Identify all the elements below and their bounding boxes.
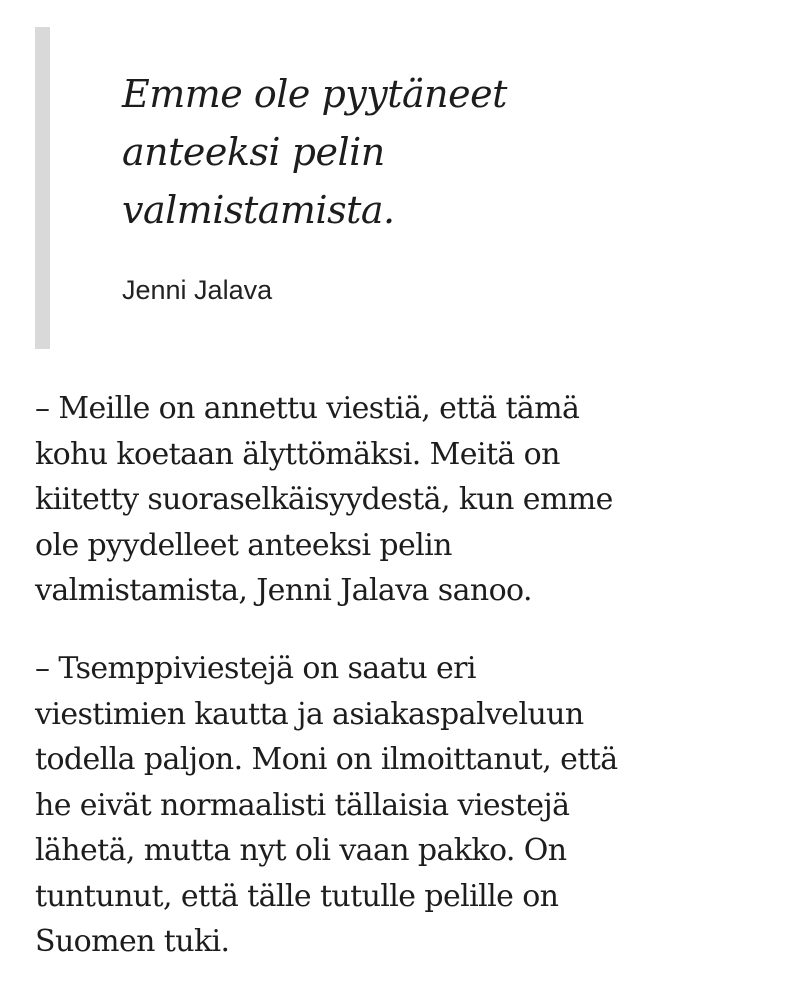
paragraph-line: – Tsemppiviestejä on saatu eri (35, 651, 476, 686)
quote-text (122, 65, 722, 239)
paragraph-line: he eivät normaalisti tällaisia viestejä (35, 787, 570, 823)
quote-line: anteeksi pelin (122, 130, 385, 174)
paragraph-line: kohu koetaan älyttömäksi. Meitä on (35, 436, 560, 472)
article-paragraph (35, 386, 775, 614)
paragraph-line: kiitetty suoraselkäisyydestä, kun emme (35, 482, 613, 517)
quote-author: Jenni Jalava (122, 275, 273, 305)
paragraph-line: viestimien kautta ja asiakaspalveluun (35, 696, 584, 732)
paragraph-line: ole pyydelleet anteeksi pelin (35, 527, 452, 563)
paragraph-line: todella paljon. Moni on ilmoittanut, että (35, 742, 618, 777)
article-paragraph (35, 646, 775, 965)
quote-line: Emme ole pyytäneet (122, 72, 507, 116)
quote-accent-bar (35, 27, 50, 349)
paragraph-line: valmistamista, Jenni Jalava sanoo. (35, 573, 532, 608)
paragraph-line: Suomen tuki. (35, 924, 230, 959)
paragraph-line: – Meille on annettu viestiä, että tämä (35, 391, 580, 426)
pull-quote (35, 27, 755, 349)
quote-line: valmistamista. (122, 188, 395, 232)
paragraph-line: lähetä, mutta nyt oli vaan pakko. On (35, 833, 567, 868)
paragraph-line: tuntunut, että tälle tutulle pelille on (35, 878, 559, 914)
